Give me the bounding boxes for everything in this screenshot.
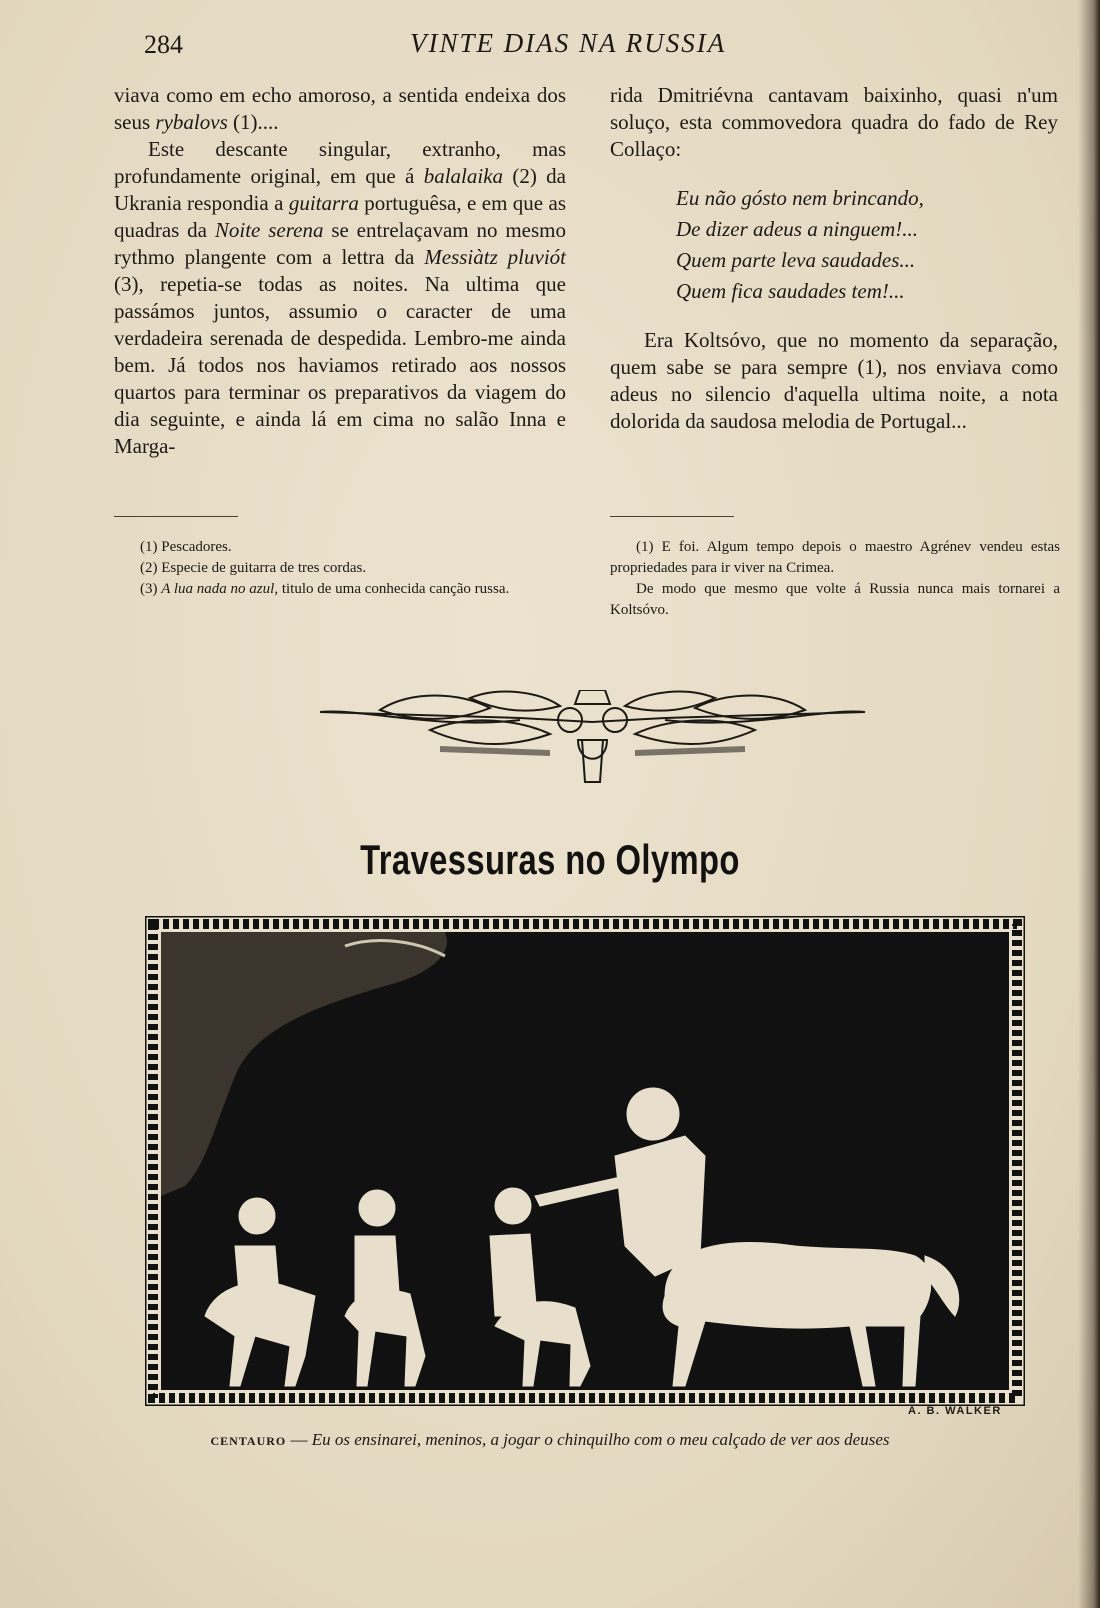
page-header (140, 26, 1060, 62)
caption-speaker: CENTAURO (210, 1434, 287, 1448)
paragraph-continued: viava como em echo amoroso, a sentida endeixa dos seus rybalovs (1).... (114, 83, 566, 134)
footnotes-right (610, 537, 1060, 621)
footnote-rule-right (610, 516, 734, 517)
verse-line: De dizer adeus a ninguem!... (676, 217, 919, 241)
centaur-illustration (145, 916, 1025, 1406)
section-title: Travessuras no Olympo (360, 836, 740, 883)
footnote-2: (2) Especie de guitarra de tres cordas. (140, 560, 367, 576)
illustration-caption (0, 1430, 1100, 1450)
verse-quatrain (676, 183, 1058, 307)
verse-line: Eu não gósto nem brincando, (676, 186, 924, 210)
footnotes-left (114, 537, 574, 600)
footnote-rule-left (114, 516, 238, 517)
footnote-1: (1) Pescadores. (140, 539, 232, 555)
paragraph-koltsovo: Era Koltsóvo, que no momento da separação, quem sabe se para sempre (1), nos enviava como adeus no silencio d'aquella ultima noite, a nota dolorida da saudosa melodia de Portugal... (610, 328, 1058, 433)
page-number: 284 (144, 30, 183, 59)
caption-text: Eu os ensinarei, meninos, a jogar o chinquilho com o meu calçado de ver aos deuses (311, 1430, 890, 1449)
artist-signature: A. B. WALKER (908, 1405, 1002, 1417)
book-spine-shadow (1078, 0, 1100, 1608)
verse-line: Quem parte leva saudades... (676, 248, 916, 272)
footnote-continuation: De modo que mesmo que volte á Russia nunca mais tornarei a Koltsóvo. (610, 581, 1060, 618)
footnote-3: (3) A lua nada no azul, titulo de uma conhecida canção russa. (140, 581, 510, 597)
caption-dash: — (290, 1430, 308, 1449)
oak-leaf-ornament-icon (320, 690, 865, 800)
right-column (610, 82, 1058, 435)
running-title: VINTE DIAS NA RUSSIA (410, 28, 727, 58)
paragraph-descante: Este descante singular, extranho, mas profundamente original, em que á balalaika (2) da Ukrania respondia a guitarra portuguêsa, e em que as quadras da Noite serena se entrelaçavam no mesmo rythmo plangente com a lettra da Messiàtz pluviót (3), repetia-se todas as noites. Na ultima que passámos juntos, assumio o caracter de uma verdadeira serenada de despedida. Lembro-me ainda bem. Já todos nos haviamos retirado aos nossos quartos para terminar os preparativos da viagem do dia seguinte, e ainda lá em cima no salão Inna e Marga- (114, 137, 567, 458)
paragraph-rida: rida Dmitriévna cantavam baixinho, quasi n'um soluço, esta commovedora quadra do fado de Rey Collaço: (610, 83, 1058, 161)
footnote-1-right: (1) E foi. Algum tempo depois o maestro Agrénev vendeu estas propriedades para ir viver na Crimea. (610, 539, 1060, 576)
verse-line: Quem fica saudades tem!... (676, 279, 905, 303)
left-column (114, 82, 566, 460)
